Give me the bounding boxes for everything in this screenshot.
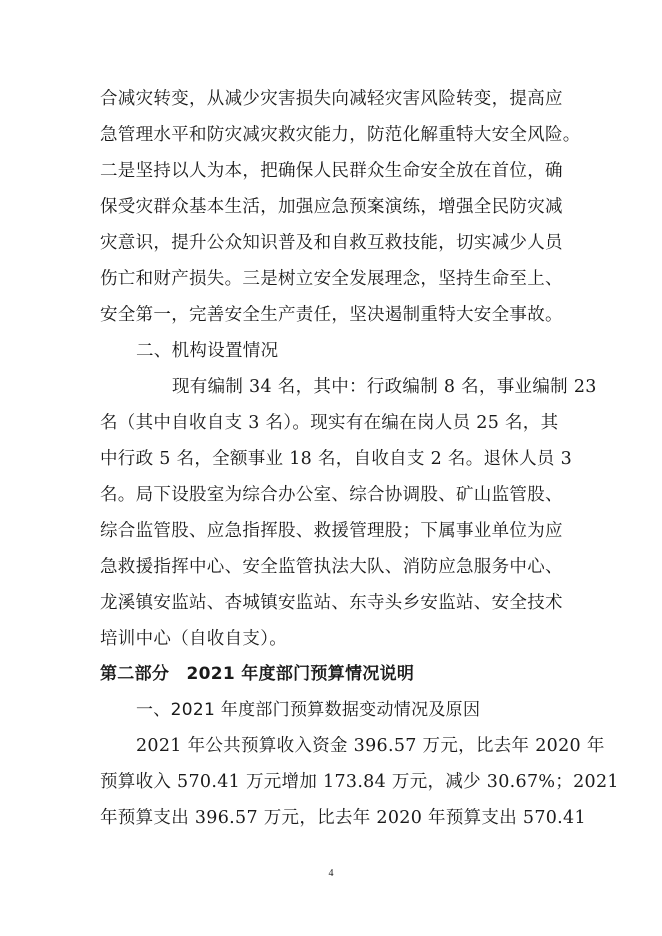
paragraph-line: 安全第一，完善安全生产责任，坚决遏制重特大安全事故。 [100, 305, 563, 325]
org-line: 名。局下设股室为综合办公室、综合协调股、矿山监管股、 [100, 485, 563, 505]
org-line: 培训中心（自收自支）。 [100, 629, 288, 649]
paragraph-line: 伤亡和财产损失。三是树立安全发展理念，坚持生命至上、 [100, 269, 563, 289]
org-line: 名（其中自收自支 3 名）。现实有在编在岗人员 25 名，其 [100, 413, 559, 433]
org-line: 综合监管股、应急指挥股、救援管理股；下属事业单位为应 [100, 521, 563, 541]
budget-change-subheading: 一、2021 年度部门预算数据变动情况及原因 [136, 700, 481, 720]
paragraph-line: 合减灾转变，从减少灾害损失向减轻灾害风险转变，提高应 [100, 89, 563, 109]
budget-line: 预算收入 570.41 万元增加 173.84 万元，减少 30.67%；2021 [100, 772, 619, 792]
part-two-heading: 第二部分 2021 年度部门预算情况说明 [100, 664, 415, 684]
org-line: 中行政 5 名，全额事业 18 名，自收自支 2 名。退休人员 3 [100, 449, 573, 469]
org-line: 急救援指挥中心、安全监管执法大队、消防应急服务中心、 [100, 557, 563, 577]
section-heading-org: 二、机构设置情况 [136, 341, 279, 361]
paragraph-line: 急管理水平和防灾减灾救灾能力，防范化解重特大安全风险。 [100, 125, 581, 145]
org-line: 龙溪镇安监站、杏城镇安监站、东寺头乡安监站、安全技术 [100, 593, 563, 613]
org-line: 现有编制 34 名，其中：行政编制 8 名，事业编制 23 [172, 377, 597, 397]
budget-line: 年预算支出 396.57 万元，比去年 2020 年预算支出 570.41 [100, 808, 586, 828]
paragraph-line: 二是坚持以人为本，把确保人民群众生命安全放在首位，确 [100, 161, 563, 181]
paragraph-line: 灾意识，提升公众知识普及和自救互救技能，切实减少人员 [100, 233, 563, 253]
budget-line: 2021 年公共预算收入资金 396.57 万元，比去年 2020 年 [136, 736, 605, 756]
paragraph-line: 保受灾群众基本生活，加强应急预案演练，增强全民防灾减 [100, 197, 563, 217]
page-number: 4 [328, 868, 334, 879]
